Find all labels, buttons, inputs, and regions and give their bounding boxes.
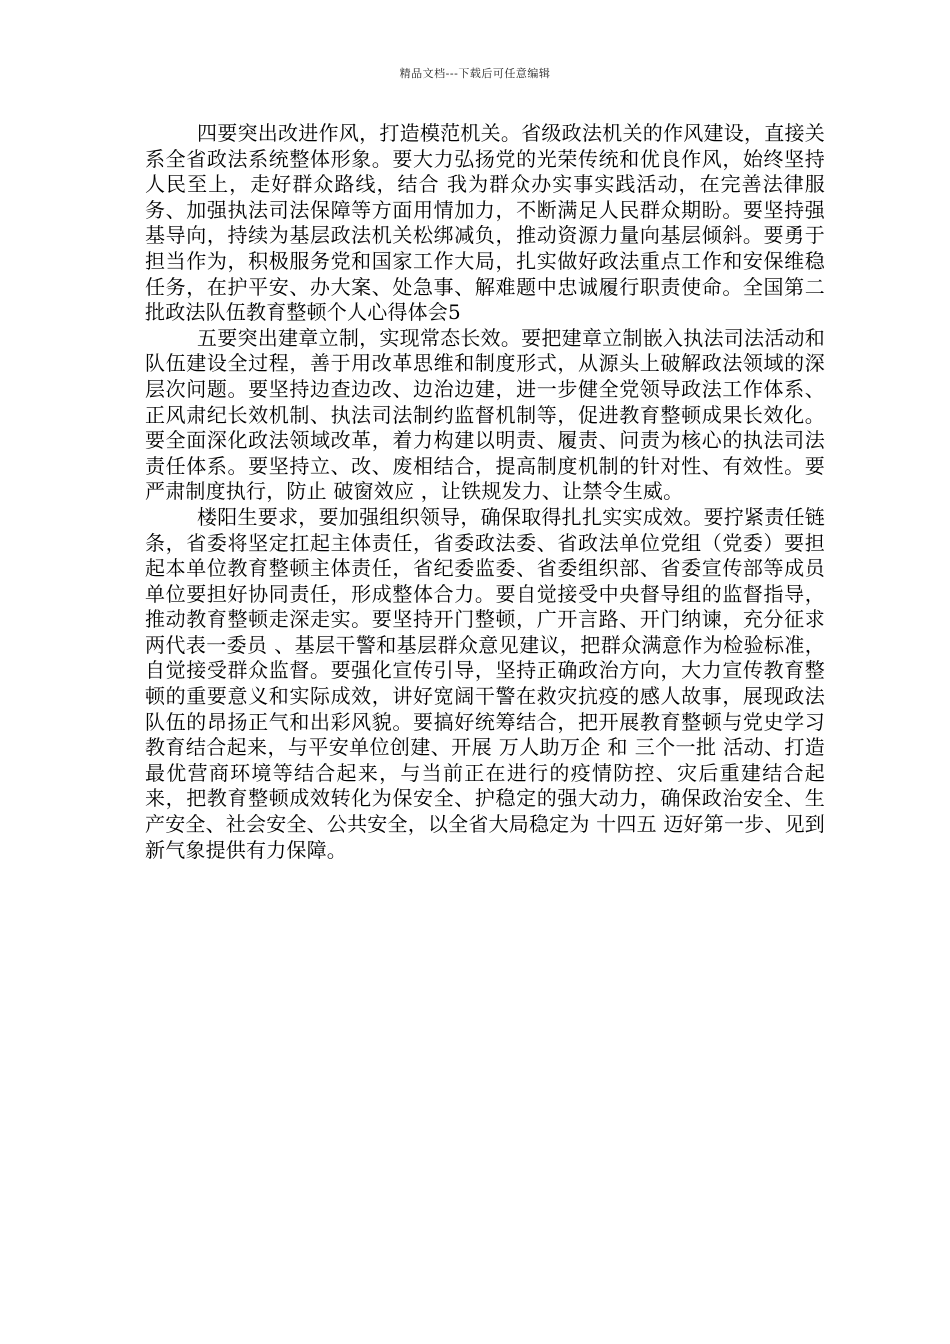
paragraph-3: 楼阳生要求，要加强组织领导，确保取得扎扎实实成效。要拧紧责任链条，省委将坚定扛起主体责任，省委政法委、省政法单位党组（党委）要担起本单位教育整顿主体责任，省纪委监委、省委组织部、省委宣传部等成员单位要担好协同责任，形成整体合力。要自觉接受中央督导组的监督指导，推动教育整顿走深走实。要坚持开门整顿，广开言路、开门纳谏，充分征求 两代表一委员 、基层干警和基层群众意见建议，把群众满意作为检验标准，自觉接受群众监督。要强化宣传引导，坚持正确政治方向，大力宣传教育整顿的重要意义和实际成效，讲好宽阔干警在救灾抗疫的感人故事，展现政法队伍的昂扬正气和出彩风貌。要搞好统筹结合，把开展教育整顿与党史学习教育结合起来，与平安单位创建、开展 万人助万企 和 三个一批 活动、打造最优营商环境等结合起来，与当前正在进行的疫情防控、灾后重建结合起来，把教育整顿成效转化为保安全、护稳定的强大动力，确保政治安全、生产安全、社会安全、公共安全，以全省大局稳定为 十四五 迈好第一步、见到新气象提供有力保障。: [145, 504, 825, 862]
page-header: 精品文档---下载后可任意编辑: [399, 67, 551, 80]
paragraph-2: 五要突出建章立制，实现常态长效。要把建章立制嵌入执法司法活动和队伍建设全过程，善于用改革思维和制度形式，从源头上破解政法领域的深层次问题。要坚持边查边改、边治边建，进一步健全党领导政法工作体系、正风肃纪长效机制、执法司法制约监督机制等，促进教育整顿成果长效化。要全面深化政法领域改革，着力构建以明责、履责、问责为核心的执法司法责任体系。要坚持立、改、废相结合，提高制度机制的针对性、有效性。要严肃制度执行，防止 破窗效应 ，让铁规发力、让禁令生威。: [145, 325, 825, 504]
paragraph-1: 四要突出改进作风，打造模范机关。省级政法机关的作风建设，直接关系全省政法系统整体形象。要大力弘扬党的光荣传统和优良作风，始终坚持人民至上，走好群众路线，结合 我为群众办实事实践活动，在完善法律服务、加强执法司法保障等方面用情加力，不断满足人民群众期盼。要坚持强基导向，持续为基层政法机关松绑减负，推动资源力量向基层倾斜。要勇于担当作为，积极服务党和国家工作大局，扎实做好政法重点工作和安保维稳任务，在护平安、办大案、处急事、解难题中忠诚履行职责使命。全国第二批政法队伍教育整顿个人心得体会5: [145, 121, 825, 325]
document-body: [145, 121, 825, 863]
